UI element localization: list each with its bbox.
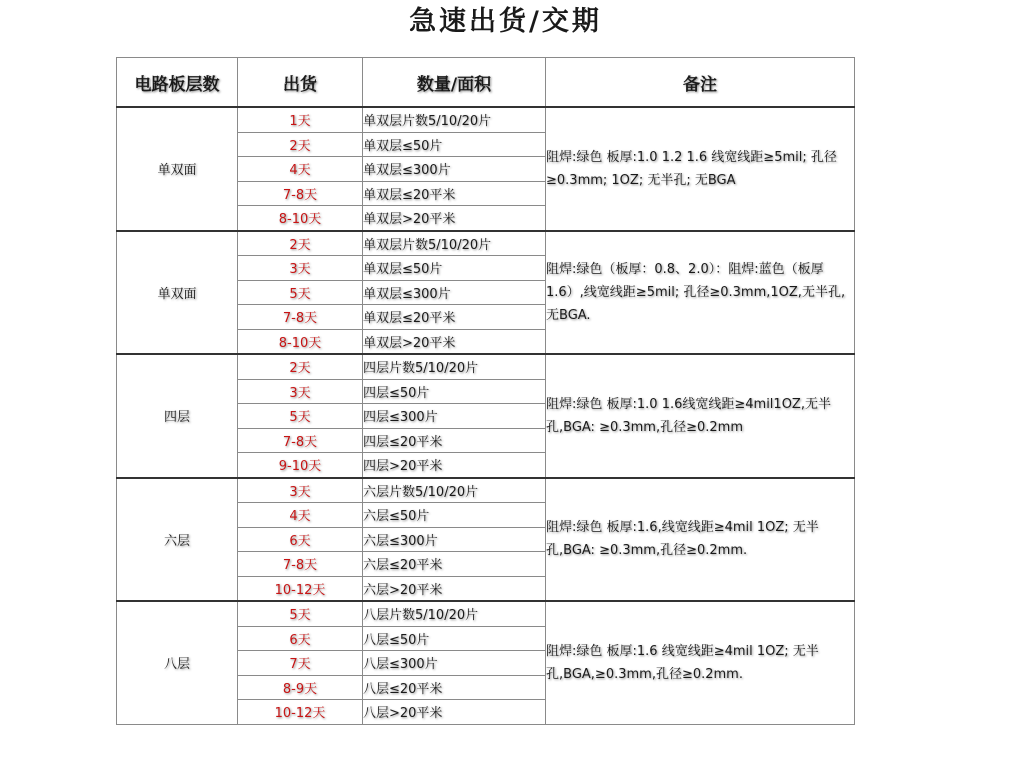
ship-cell: 2天 bbox=[238, 132, 363, 157]
layer-cell: 六层 bbox=[117, 478, 238, 602]
ship-cell: 8-10天 bbox=[238, 206, 363, 231]
ship-cell: 7天 bbox=[238, 651, 363, 676]
ship-cell: 5天 bbox=[238, 280, 363, 305]
qty-cell: 六层≤20平米 bbox=[363, 552, 546, 577]
ship-cell: 9-10天 bbox=[238, 453, 363, 478]
qty-cell: 单双层≤50片 bbox=[363, 132, 546, 157]
layer-cell: 八层 bbox=[117, 601, 238, 724]
ship-cell: 7-8天 bbox=[238, 181, 363, 206]
ship-cell: 3天 bbox=[238, 256, 363, 281]
qty-cell: 六层≤50片 bbox=[363, 503, 546, 528]
note-cell: 阻焊:绿色 板厚:1.0 1.2 1.6 线宽线距≥5mil; 孔径≥0.3mm; 1OZ; 无半孔; 无BGA bbox=[546, 107, 855, 231]
note-cell: 阻焊:绿色 板厚:1.6,线宽线距≥4mil 1OZ; 无半孔,BGA: ≥0.3mm,孔径≥0.2mm. bbox=[546, 478, 855, 602]
layer-cell: 单双面 bbox=[117, 231, 238, 355]
delivery-table bbox=[116, 57, 855, 725]
ship-cell: 2天 bbox=[238, 231, 363, 256]
ship-cell: 4天 bbox=[238, 157, 363, 182]
header-row bbox=[117, 58, 855, 108]
header-layer: 电路板层数 bbox=[117, 58, 238, 108]
ship-cell: 8-10天 bbox=[238, 329, 363, 354]
table-row bbox=[117, 231, 855, 256]
note-cell: 阻焊:绿色（板厚：0.8、2.0）：阻焊:蓝色（板厚1.6）,线宽线距≥5mil; 孔径≥0.3mm,1OZ,无半孔,无BGA. bbox=[546, 231, 855, 355]
qty-cell: 八层≤50片 bbox=[363, 626, 546, 651]
qty-cell: 八层>20平米 bbox=[363, 700, 546, 725]
header-ship: 出货 bbox=[238, 58, 363, 108]
qty-cell: 四层>20平米 bbox=[363, 453, 546, 478]
group-four-layer bbox=[117, 354, 855, 478]
group-eight-layer bbox=[117, 601, 855, 724]
table-row bbox=[117, 478, 855, 503]
qty-cell: 六层片数5/10/20片 bbox=[363, 478, 546, 503]
qty-cell: 单双层≤50片 bbox=[363, 256, 546, 281]
qty-cell: 单双层>20平米 bbox=[363, 329, 546, 354]
ship-cell: 7-8天 bbox=[238, 552, 363, 577]
qty-cell: 八层≤20平米 bbox=[363, 675, 546, 700]
group-single-double-1 bbox=[117, 107, 855, 231]
ship-cell: 5天 bbox=[238, 601, 363, 626]
ship-cell: 8-9天 bbox=[238, 675, 363, 700]
qty-cell: 八层≤300片 bbox=[363, 651, 546, 676]
ship-cell: 3天 bbox=[238, 379, 363, 404]
qty-cell: 六层>20平米 bbox=[363, 576, 546, 601]
qty-cell: 单双层>20平米 bbox=[363, 206, 546, 231]
ship-cell: 4天 bbox=[238, 503, 363, 528]
group-six-layer bbox=[117, 478, 855, 602]
ship-cell: 2天 bbox=[238, 354, 363, 379]
header-qty: 数量/面积 bbox=[363, 58, 546, 108]
ship-cell: 10-12天 bbox=[238, 576, 363, 601]
table-row bbox=[117, 107, 855, 132]
qty-cell: 单双层≤20平米 bbox=[363, 305, 546, 330]
qty-cell: 八层片数5/10/20片 bbox=[363, 601, 546, 626]
ship-cell: 6天 bbox=[238, 626, 363, 651]
qty-cell: 单双层≤20平米 bbox=[363, 181, 546, 206]
table-row bbox=[117, 354, 855, 379]
header-note: 备注 bbox=[546, 58, 855, 108]
ship-cell: 3天 bbox=[238, 478, 363, 503]
qty-cell: 四层≤50片 bbox=[363, 379, 546, 404]
qty-cell: 六层≤300片 bbox=[363, 527, 546, 552]
ship-cell: 5天 bbox=[238, 404, 363, 429]
ship-cell: 6天 bbox=[238, 527, 363, 552]
ship-cell: 1天 bbox=[238, 107, 363, 132]
qty-cell: 四层≤300片 bbox=[363, 404, 546, 429]
table-row bbox=[117, 601, 855, 626]
layer-cell: 四层 bbox=[117, 354, 238, 478]
note-cell: 阻焊:绿色 板厚:1.6 线宽线距≥4mil 1OZ; 无半孔,BGA,≥0.3mm,孔径≥0.2mm. bbox=[546, 601, 855, 724]
qty-cell: 单双层≤300片 bbox=[363, 157, 546, 182]
qty-cell: 单双层≤300片 bbox=[363, 280, 546, 305]
page-title: 急速出货/交期 bbox=[409, 6, 602, 37]
note-cell: 阻焊:绿色 板厚:1.0 1.6线宽线距≥4mil1OZ,无半孔,BGA: ≥0.3mm,孔径≥0.2mm bbox=[546, 354, 855, 478]
ship-cell: 7-8天 bbox=[238, 305, 363, 330]
group-single-double-2 bbox=[117, 231, 855, 355]
layer-cell: 单双面 bbox=[117, 107, 238, 231]
qty-cell: 四层≤20平米 bbox=[363, 428, 546, 453]
qty-cell: 单双层片数5/10/20片 bbox=[363, 107, 546, 132]
ship-cell: 10-12天 bbox=[238, 700, 363, 725]
qty-cell: 单双层片数5/10/20片 bbox=[363, 231, 546, 256]
qty-cell: 四层片数5/10/20片 bbox=[363, 354, 546, 379]
ship-cell: 7-8天 bbox=[238, 428, 363, 453]
